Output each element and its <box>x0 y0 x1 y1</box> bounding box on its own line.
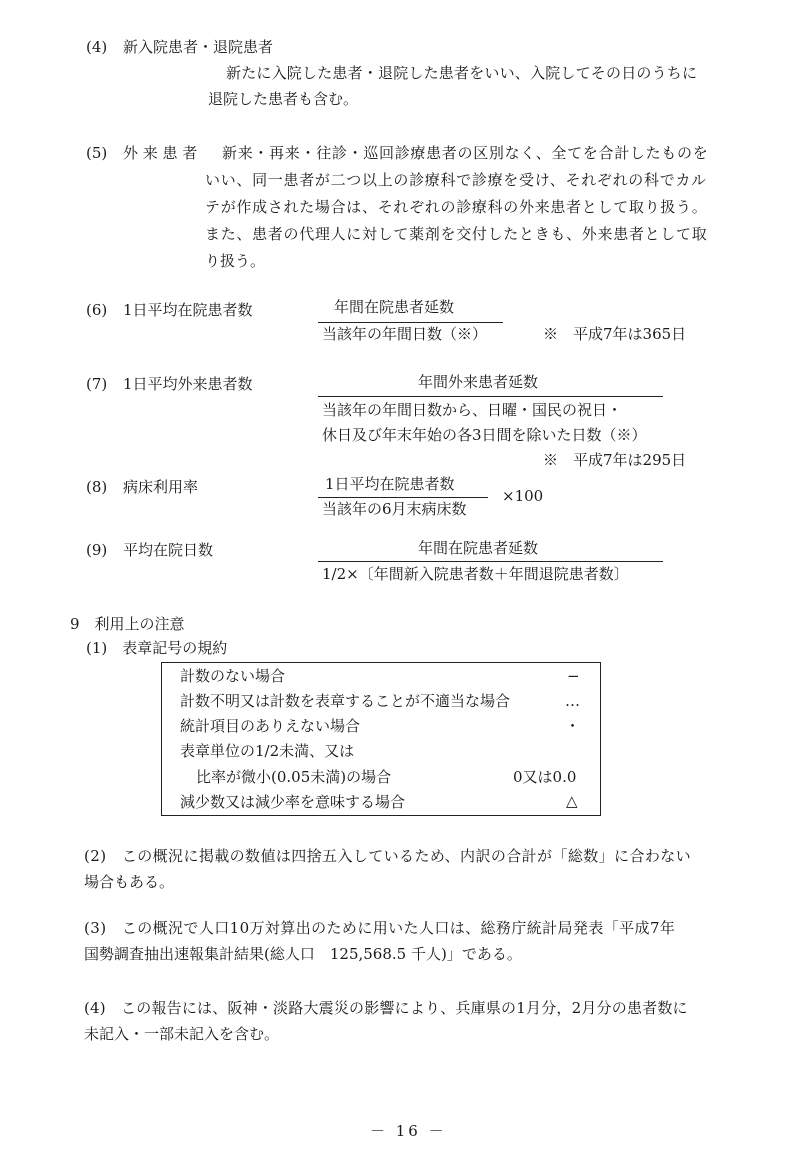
section-7-numerator: 年間外来患者延数 <box>418 373 539 391</box>
symbol-rule-symbol: ・ <box>565 717 581 735</box>
note-3-line2: 国勢調査抽出速報集計結果(総人口 125,568.5 千人)」である。 <box>84 945 522 963</box>
section-7-note: ※ 平成7年は295日 <box>543 451 687 469</box>
symbol-rule-label: 計数のない場合 <box>180 667 286 685</box>
section-8-fraction-bar <box>318 497 488 498</box>
section-6-note: ※ 平成7年は365日 <box>543 325 687 343</box>
section-9-fraction-bar <box>318 561 663 562</box>
section-7-denominator-line1: 当該年の年間日数から、日曜・国民の祝日・ <box>322 401 623 419</box>
section-5-text-line2: いい、同一患者が二つ以上の診療科で診療を受け、それぞれの科でカル <box>205 171 707 189</box>
note-2-line2: 場合もある。 <box>84 873 175 891</box>
section-8-multiplier: ×100 <box>502 487 544 505</box>
section-6-title: 1日平均在院患者数 <box>123 301 253 319</box>
symbol-rule-symbol: △ <box>566 792 578 810</box>
note-4-line1: (4) この報告には、阪神・淡路大震災の影響により、兵庫県の1月分，2月分の患者数に <box>84 999 688 1017</box>
section-5-text-line3: テが作成された場合は、それぞれの診療科の外来患者として取り扱う。 <box>205 198 708 216</box>
section-9-denominator: 1/2×〔年間新入院患者数＋年間退院患者数〕 <box>322 565 629 583</box>
section-5-number: (5) <box>86 144 108 162</box>
note-3-line1: (3) この概況で人口10万対算出のために用いた人口は、総務庁統計局発表「平成7年 <box>84 919 676 937</box>
section-5-text-line5: り扱う。 <box>205 252 266 270</box>
symbol-rule-symbol: 0又は0.0 <box>513 768 577 786</box>
section-7-number: (7) <box>86 375 108 393</box>
section-8-numerator: 1日平均在院患者数 <box>325 475 455 493</box>
section-4-text-line1: 新たに入院した患者・退院した患者をいい、入院してその日のうちに <box>226 64 698 82</box>
section-7-denominator-line2: 休日及び年末年始の各3日間を除いた日数（※） <box>322 426 647 444</box>
section-4-number: (4) <box>86 38 108 56</box>
section-5-title: 外 来 患 者 <box>123 144 198 162</box>
page-number: － 16 － <box>370 1122 447 1140</box>
symbol-rules-heading: (1) 表章記号の規約 <box>86 639 228 657</box>
section-6-numerator: 年間在院患者延数 <box>334 298 455 316</box>
section-8-denominator: 当該年の6月末病床数 <box>322 500 467 518</box>
symbol-rule-label: 比率が微小(0.05未満)の場合 <box>196 768 392 786</box>
section-4-title: 新入院患者・退院患者 <box>123 38 274 56</box>
symbol-rule-label: 計数不明又は計数を表章することが不適当な場合 <box>180 692 511 710</box>
section-7-fraction-bar <box>318 396 663 397</box>
symbol-rule-symbol: … <box>565 692 580 710</box>
section-5-text-line1: 新来・再来・往診・巡回診療患者の区別なく、全てを合計したものを <box>222 144 709 162</box>
section-6-fraction-bar <box>318 322 503 323</box>
section-9-title: 平均在院日数 <box>123 541 214 559</box>
symbol-rule-label: 減少数又は減少率を意味する場合 <box>180 793 406 811</box>
section-9-number: (9) <box>86 541 108 559</box>
note-4-line2: 未記入・一部未記入を含む。 <box>84 1025 280 1043</box>
section-8-title: 病床利用率 <box>123 478 199 496</box>
section-5-text-line4: また、患者の代理人に対して薬剤を交付したときも、外来患者として取 <box>205 225 708 243</box>
note-2-line1: (2) この概況に掲載の数値は四捨五入しているため、内訳の合計が「総数」に合わない <box>84 847 692 865</box>
section-9-numerator: 年間在院患者延数 <box>418 539 539 557</box>
section-6-denominator: 当該年の年間日数（※） <box>322 325 488 343</box>
section-4-text-line2: 退院した患者も含む。 <box>208 90 359 108</box>
symbol-rule-symbol: − <box>567 667 580 685</box>
section-7-title: 1日平均外来患者数 <box>123 375 253 393</box>
section-6-number: (6) <box>86 301 108 319</box>
symbol-rule-label: 表章単位の1/2未満、又は <box>180 742 355 760</box>
section-8-number: (8) <box>86 478 108 496</box>
symbol-rule-label: 統計項目のありえない場合 <box>180 717 361 735</box>
usage-heading: 9 利用上の注意 <box>70 615 185 633</box>
